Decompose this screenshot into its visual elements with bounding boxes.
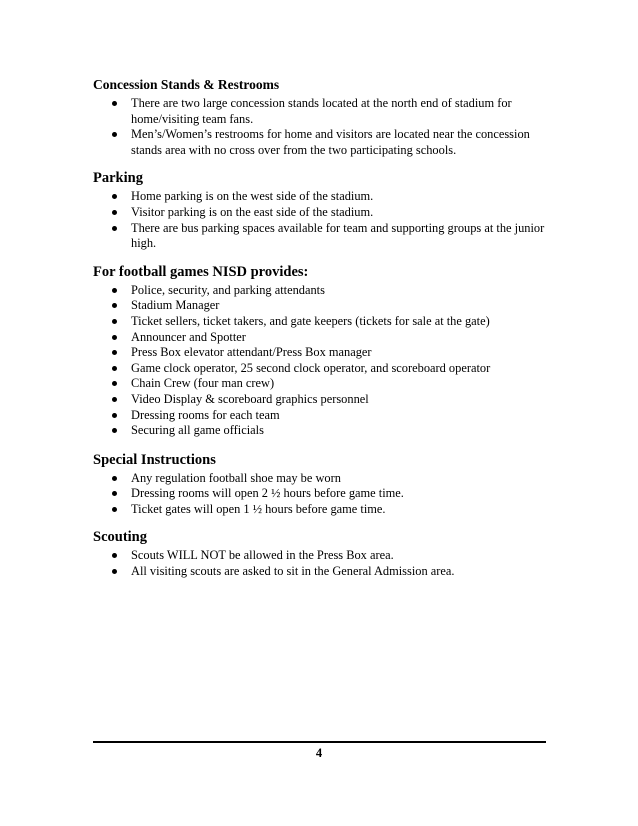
document-body: [93, 76, 553, 580]
list-item: [93, 408, 553, 424]
list-item: [93, 361, 553, 377]
list-item-text: Dressing rooms for each team: [131, 407, 280, 422]
list-item-text: Visitor parking is on the east side of the stadium.: [131, 204, 374, 219]
bullet-list: [93, 96, 553, 158]
list-item: [93, 283, 553, 299]
list-item: [93, 314, 553, 330]
list-item-text: Home parking is on the west side of the stadium.: [131, 189, 374, 204]
list-item-text: Announcer and Spotter: [131, 329, 246, 344]
list-item: [93, 486, 553, 502]
footer-divider: [93, 741, 546, 743]
list-item-text: Ticket gates will open 1 ½ hours before game time.: [131, 501, 386, 516]
bullet-icon: [112, 350, 117, 355]
list-item: [93, 502, 553, 518]
list-item: [93, 127, 553, 158]
list-item-text: Securing all game officials: [131, 423, 264, 438]
list-item: [93, 376, 553, 392]
list-item-text: Press Box elevator attendant/Press Box manager: [131, 345, 372, 360]
list-item: [93, 392, 553, 408]
section-heading: Concession Stands & Restrooms: [93, 77, 280, 92]
list-item: [93, 221, 553, 252]
list-item: [93, 548, 553, 564]
bullet-list: [93, 548, 553, 579]
list-item-text: Video Display & scoreboard graphics personnel: [131, 391, 369, 406]
bullet-list: [93, 189, 553, 251]
list-item-text: There are bus parking spaces available for team and supporting groups at the junior high.: [131, 220, 545, 251]
list-item-text: Chain Crew (four man crew): [131, 376, 275, 391]
bullet-icon: [112, 397, 117, 402]
list-item-text: Dressing rooms will open 2 ½ hours before game time.: [131, 486, 404, 501]
list-item: [93, 345, 553, 361]
list-item: [93, 205, 553, 221]
section-nisd-provides: [93, 263, 553, 439]
list-item-text: Police, security, and parking attendants: [131, 282, 325, 297]
section-parking: [93, 169, 553, 251]
bullet-icon: [112, 132, 117, 137]
bullet-icon: [112, 210, 117, 215]
bullet-icon: [112, 507, 117, 512]
bullet-icon: [112, 476, 117, 481]
bullet-icon: [112, 381, 117, 386]
bullet-icon: [112, 335, 117, 340]
list-item-text: Ticket sellers, ticket takers, and gate keepers (tickets for sale at the gate): [131, 313, 490, 328]
bullet-icon: [112, 413, 117, 418]
bullet-icon: [112, 303, 117, 308]
bullet-icon: [112, 194, 117, 199]
bullet-list: [93, 283, 553, 439]
section-heading: For football games NISD provides:: [93, 263, 309, 280]
section-special-instructions: [93, 451, 553, 518]
list-item-text: Any regulation football shoe may be worn: [131, 470, 341, 485]
list-item-text: Scouts WILL NOT be allowed in the Press Box area.: [131, 548, 394, 563]
page-number: 4: [315, 746, 323, 760]
bullet-icon: [112, 226, 117, 231]
list-item-text: Stadium Manager: [131, 298, 220, 313]
bullet-icon: [112, 491, 117, 496]
section-concession-restrooms: [93, 76, 553, 158]
list-item-text: Game clock operator, 25 second clock operator, and scoreboard operator: [131, 360, 491, 375]
bullet-list: [93, 471, 553, 518]
list-item: [93, 298, 553, 314]
list-item: [93, 189, 553, 205]
list-item: [93, 423, 553, 439]
bullet-icon: [112, 428, 117, 433]
bullet-icon: [112, 569, 117, 574]
section-scouting: [93, 528, 553, 579]
list-item-text: All visiting scouts are asked to sit in the General Admission area.: [131, 564, 455, 579]
bullet-icon: [112, 366, 117, 371]
section-heading: Special Instructions: [93, 451, 216, 468]
bullet-icon: [112, 101, 117, 106]
list-item: [93, 330, 553, 346]
list-item: [93, 96, 553, 127]
list-item: [93, 471, 553, 487]
section-heading: Parking: [93, 170, 143, 187]
list-item-text: There are two large concession stands located at the north end of stadium for home/visiting team fans.: [131, 96, 512, 126]
list-item-text: Men’s/Women’s restrooms for home and visitors are located near the concession stands area with no cross over from the two participating schools.: [131, 127, 530, 157]
bullet-icon: [112, 288, 117, 293]
bullet-icon: [112, 553, 117, 558]
bullet-icon: [112, 319, 117, 324]
list-item: [93, 564, 553, 580]
section-heading: Scouting: [93, 529, 147, 546]
